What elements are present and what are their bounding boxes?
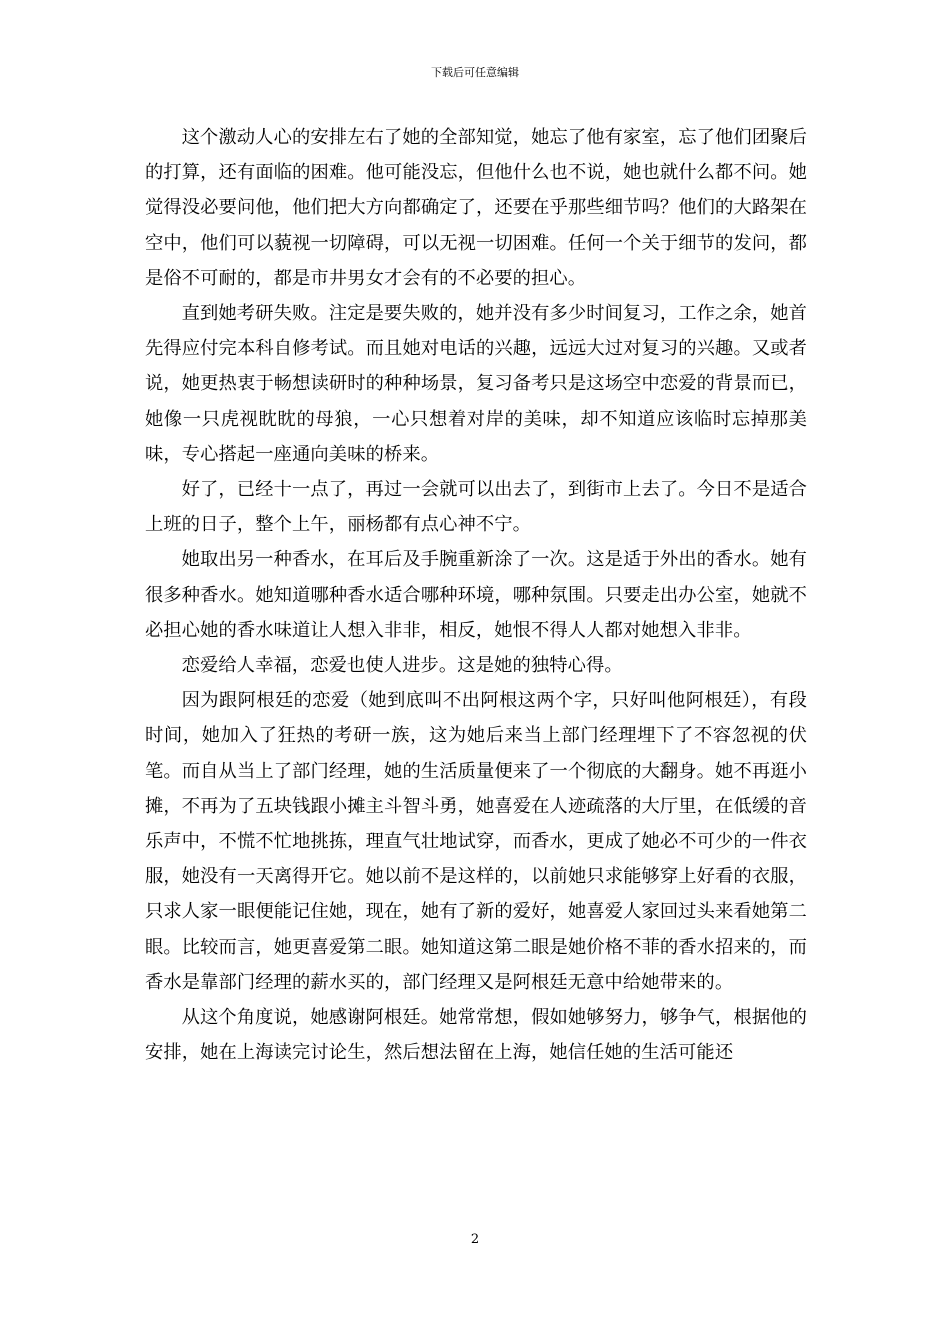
page-header: 下载后可任意编辑 bbox=[431, 66, 519, 79]
paragraph: 直到她考研失败。注定是要失败的，她并没有多少时间复习，工作之余，她首先得应付完本科自修考试。而且她对电话的兴趣，远远大过对复习的兴趣。又或者说，她更热衷于畅想读研时的种种场景，复习备考只是这场空中恋爱的背景而已，她像一只虎视眈眈的母狼，一心只想着对岸的美味，却不知道应该临时忘掉那美味，专心搭起一座通向美味的桥来。 bbox=[145, 303, 807, 465]
paragraph: 好了，已经十一点了，再过一会就可以出去了，到街市上去了。今日不是适合上班的日子，整个上午，丽杨都有点心神不宁。 bbox=[145, 479, 807, 536]
page-number: 2 bbox=[470, 1232, 480, 1247]
document-body bbox=[145, 120, 807, 1070]
paragraph: 恋爱给人幸福，恋爱也使人进步。这是她的独特心得。 bbox=[181, 655, 623, 677]
paragraph: 因为跟阿根廷的恋爱（她到底叫不出阿根这两个字，只好叫他阿根廷），有段时间，她加入了狂热的考研一族，这为她后来当上部门经理埋下了不容忽视的伏笔。而自从当上了部门经理，她的生活质量便来了一个彻底的大翻身。她不再逛小摊，不再为了五块钱跟小摊主斗智斗勇，她喜爱在人迹疏落的大厅里，在低缓的音乐声中，不慌不忙地挑拣，理直气壮地试穿，而香水，更成了她必不可少的一件衣服，她没有一天离得开它。她以前不是这样的，以前她只求能够穿上好看的衣服，只求人家一眼便能记住她，现在，她有了新的爱好，她喜爱人家回过头来看她第二眼。比较而言，她更喜爱第二眼。她知道这第二眼是她价格不菲的香水招来的，而香水是靠部门经理的薪水买的，部门经理又是阿根廷无意中给她带来的。 bbox=[145, 690, 807, 993]
paragraph: 她取出另一种香水，在耳后及手腕重新涂了一次。这是适于外出的香水。她有很多种香水。她知道哪种香水适合哪种环境，哪种氛围。只要走出办公室，她就不必担心她的香水味道让人想入非非，相反，她恨不得人人都对她想入非非。 bbox=[145, 549, 807, 641]
paragraph: 这个激动人心的安排左右了她的全部知觉，她忘了他有家室，忘了他们团聚后的打算，还有面临的困难。他可能没忘，但他什么也不说，她也就什么都不问。她觉得没必要问他，他们把大方向都确定了，还要在乎那些细节吗？他们的大路架在空中，他们可以藐视一切障碍，可以无视一切困难。任何一个关于细节的发问，都是俗不可耐的，都是市井男女才会有的不必要的担心。 bbox=[145, 127, 807, 289]
paragraph: 从这个角度说，她感谢阿根廷。她常常想，假如她够努力，够争气，根据他的安排，她在上海读完讨论生，然后想法留在上海，她信任她的生活可能还 bbox=[145, 1007, 807, 1064]
